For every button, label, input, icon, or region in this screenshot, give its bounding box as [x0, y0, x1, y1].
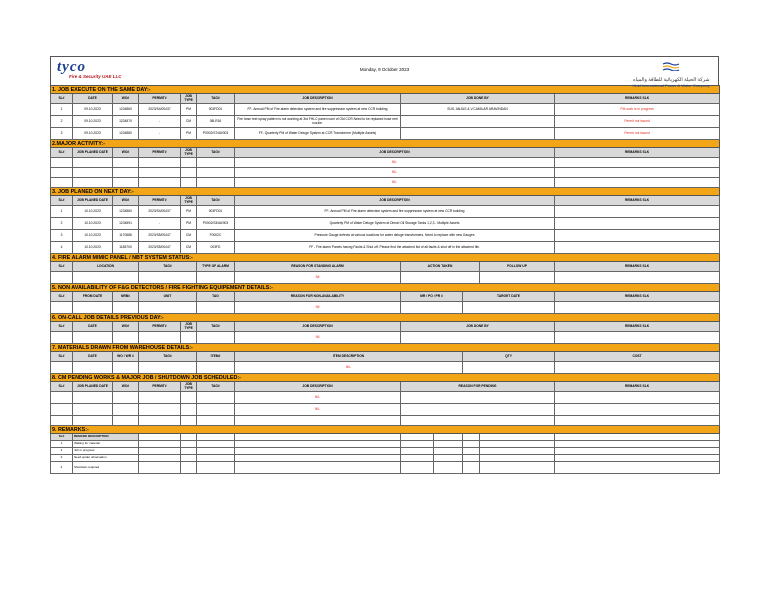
- cell: 2: [51, 448, 73, 455]
- table-row: [51, 230, 720, 242]
- col-header: JOB PLANED DATE: [73, 196, 113, 206]
- cell: P0002/S3/All/003: [197, 218, 235, 230]
- remark-row: [51, 441, 720, 448]
- cell: 10.10.2023: [73, 218, 113, 230]
- remark-row: [51, 462, 720, 474]
- col-header: REMARK DESCRIPTION: [73, 434, 139, 441]
- col-header: TAG#: [197, 196, 235, 206]
- section-3-title-row: [51, 188, 720, 196]
- section-4-title-row: [51, 254, 720, 262]
- table-row: [51, 116, 720, 128]
- col-header: WO#: [113, 148, 139, 158]
- col-header: SL#: [51, 434, 73, 441]
- col-header: TAG#: [139, 352, 197, 362]
- cell: 1234580: [113, 128, 139, 140]
- col-header: JOB DESCRIPTION: [235, 148, 555, 158]
- cell: Fire hose reel spray pattern is not working at 3rd FHLC panel room of Old CCR.Need to be replaced hose reel nozzle.: [235, 116, 401, 128]
- col-header: JOB TYPE: [181, 322, 197, 332]
- col-header: TAG#: [197, 382, 235, 392]
- section-3-header: [51, 196, 720, 206]
- col-header: ACTION TAKEN: [401, 262, 480, 272]
- nil-cell: Nil: [235, 272, 401, 284]
- col-header: JOB PLANED DATE: [73, 148, 113, 158]
- nil-cell: NIL: [235, 168, 555, 178]
- table-row: [51, 332, 720, 344]
- cell: PM: [181, 104, 197, 116]
- col-header: TAG#: [197, 322, 235, 332]
- cell: 09.10.2023: [73, 128, 113, 140]
- table-row: [51, 128, 720, 140]
- cell: 003FD01: [197, 104, 235, 116]
- remarks-header: [51, 434, 720, 441]
- col-header: MR / PO / PR #: [401, 292, 463, 302]
- cell: F0002C: [197, 230, 235, 242]
- client-logo: [633, 59, 710, 88]
- cell: 4: [51, 462, 73, 474]
- remark-cell: Permit not issued: [555, 128, 720, 140]
- section-6-title-row: [51, 314, 720, 322]
- section-2-title-row: [51, 140, 720, 148]
- cell: 1170686: [113, 230, 139, 242]
- cell: FF- Annual PM of Fire alarm detection system and fire suppression system at new CCR building: [235, 104, 401, 116]
- col-header: PERMIT#: [139, 148, 181, 158]
- section-title: 9. REMARKS:-: [51, 426, 720, 434]
- table-row: [51, 392, 720, 404]
- cell: 2023/S4/00437: [139, 206, 181, 218]
- cell: [401, 116, 555, 128]
- nil-cell: NIL: [235, 178, 555, 188]
- col-header: JOB DESCRIPTION: [235, 196, 555, 206]
- col-header: WO#: [113, 382, 139, 392]
- col-header: REMARKS SLK: [555, 262, 720, 272]
- cell: PM: [181, 206, 197, 218]
- cell: 003FD: [197, 242, 235, 254]
- section-title: 6. ON-CALL JOB DETAILS PREVIOUS DAY:-: [51, 314, 720, 322]
- cell: CM: [181, 116, 197, 128]
- section-1-header: [51, 94, 720, 104]
- col-header: TAG#: [197, 148, 235, 158]
- col-header: SL#: [51, 322, 73, 332]
- nil-cell: Nil: [235, 332, 401, 344]
- col-header: SL#: [51, 148, 73, 158]
- cell: 09.10.2023: [73, 116, 113, 128]
- cell: PM: [181, 128, 197, 140]
- cell: 3: [51, 230, 73, 242]
- col-header: ITEM#: [197, 352, 235, 362]
- nil-cell: NIL: [235, 158, 555, 168]
- section-5-title-row: [51, 284, 720, 292]
- section-2-header: [51, 148, 720, 158]
- col-header: FROM DATE: [73, 292, 113, 302]
- table-row: [51, 168, 720, 178]
- section-7-title-row: [51, 344, 720, 352]
- table-row: [51, 104, 720, 116]
- cell: PM: [181, 218, 197, 230]
- cell: CM: [181, 230, 197, 242]
- cell: FF- Quarterly PM of Water Deluge System at CCR Transformer (Multiple Assets): [235, 128, 401, 140]
- col-header: JOB PLANED DATE: [73, 382, 113, 392]
- table-row: [51, 242, 720, 254]
- table-row: [51, 362, 720, 374]
- cell: Quarterly PM of Water Deluge System at Diesel Oil Storage Tanks 1,2,3 - Multiple Assets: [235, 218, 555, 230]
- cell: 09.10.2023: [73, 104, 113, 116]
- col-header: SL#: [51, 196, 73, 206]
- cell: [401, 128, 555, 140]
- section-title: 2.MAJOR ACTIVITY:-: [51, 140, 720, 148]
- col-header: PERMIT#: [139, 382, 181, 392]
- table-row: [51, 206, 720, 218]
- col-header: REMARKS SLK: [555, 148, 720, 158]
- cell: 1234570: [113, 116, 139, 128]
- nil-cell: NIL: [235, 392, 401, 404]
- remark-cell: Permit not issued: [555, 116, 720, 128]
- col-header: JOB TYPE: [181, 148, 197, 158]
- table-row: [51, 416, 720, 426]
- col-header: PERMIT#: [139, 196, 181, 206]
- cell: -: [139, 116, 181, 128]
- brand-name: tyco: [57, 59, 86, 75]
- cell: 2: [51, 218, 73, 230]
- section-4-header: [51, 262, 720, 272]
- col-header: JOB DESCRIPTION: [235, 322, 401, 332]
- cell: FF- Annual PM of Fire alarm detection system and fire suppression system at new CCR building: [235, 206, 555, 218]
- section-8-title-row: [51, 374, 720, 382]
- section-title: 5. NON AVAILABILITY OF F&G DETECTORS / FIRE FIGHTING EQUIPEMENT DETAILS:-: [51, 284, 720, 292]
- client-name-english: Hidd International Power & Water Company: [632, 83, 710, 88]
- col-header: SL#: [51, 94, 73, 104]
- col-header: JOB DESCRIPTION: [235, 94, 401, 104]
- col-header: JOB DONE BY: [401, 322, 555, 332]
- cell: 2023/S4/00437: [139, 104, 181, 116]
- col-header: LOCATION: [73, 262, 139, 272]
- remark-cell: PM work is in progress: [555, 104, 720, 116]
- cell: 1234560: [113, 206, 139, 218]
- cell: 2: [51, 116, 73, 128]
- cell: -: [139, 218, 181, 230]
- col-header: REASON FOR STANDING ALARM: [235, 262, 401, 272]
- report-date: Monday, 9 October 2023: [359, 67, 410, 72]
- col-header: SL#: [51, 352, 73, 362]
- col-header: COST: [555, 352, 720, 362]
- nil-cell: NIL: [235, 404, 401, 416]
- table-row: [51, 302, 720, 314]
- col-header: JOB TYPE: [181, 94, 197, 104]
- col-header: REMARKS SLK: [555, 292, 720, 302]
- col-header: DATE: [73, 352, 113, 362]
- nil-cell: Nil: [235, 302, 401, 314]
- col-header: FOLLOW UP: [480, 262, 555, 272]
- cell: 1234560: [113, 104, 139, 116]
- cell: -: [139, 128, 181, 140]
- cell: [555, 242, 720, 254]
- col-header: JOB DONE BY: [401, 94, 555, 104]
- cell: SUS, ANJUS & V.CAMILAR ARAVINDAN: [401, 104, 555, 116]
- col-header: SL#: [51, 382, 73, 392]
- report-header: [50, 56, 719, 88]
- cell: 10.10.2023: [73, 230, 113, 242]
- col-header: PERMIT#: [139, 94, 181, 104]
- client-name-arabic: شركة الحيلة الكهربائية للطاقة والمياه: [633, 77, 710, 83]
- col-header: REASON FOR NON-AVAILABILITY: [235, 292, 401, 302]
- cell: P0002/S7/All/003: [197, 128, 235, 140]
- col-header: JOB TYPE: [181, 382, 197, 392]
- cell: 4: [51, 242, 73, 254]
- section-title: 7. MATERIALS DRAWN FROM WAREHOUSE DETAILS:-: [51, 344, 720, 352]
- section-title: 3. JOB PLANED ON NEXT DAY:-: [51, 188, 720, 196]
- cell: 08LR16: [197, 116, 235, 128]
- col-header: JOB DESCRIPTION: [235, 382, 401, 392]
- report-sheet: [50, 56, 719, 474]
- section-title: 1. JOB EXECUTE ON THE SAME DAY:-: [51, 86, 720, 94]
- col-header: TARGET DATE: [463, 292, 555, 302]
- col-header: WO#: [113, 322, 139, 332]
- cell: Waiting for material: [73, 441, 139, 448]
- brand-subtitle: Fire & Security UAE LLC: [69, 74, 122, 79]
- table-row: [51, 218, 720, 230]
- col-header: NRB#: [113, 292, 139, 302]
- cell: 3: [51, 128, 73, 140]
- client-wave-icon: [662, 61, 680, 71]
- cell: FF - Fire alarm Panels having Faults & Shut off. Please find the attached list of all faults & shut off in the attached file.: [235, 242, 555, 254]
- col-header: ITEM DESCRIPTION: [235, 352, 463, 362]
- col-header: REMARKS SLK: [555, 382, 720, 392]
- cell: [555, 218, 720, 230]
- col-header: WO#: [113, 196, 139, 206]
- cell: Job in progress: [73, 448, 139, 455]
- cell: 003FD01: [197, 206, 235, 218]
- cell: 10.10.2023: [73, 206, 113, 218]
- section-title: 4. FIRE ALARM MIMIC PANEL / NBT SYSTEM STATUS:-: [51, 254, 720, 262]
- section-6-header: [51, 322, 720, 332]
- section-7-header: [51, 352, 720, 362]
- col-header: SL#: [51, 292, 73, 302]
- col-header: SL#: [51, 262, 73, 272]
- cell: 1234591: [113, 218, 139, 230]
- col-header: PERMIT#: [139, 322, 181, 332]
- col-header: TAG: [197, 292, 235, 302]
- cell: 3: [51, 455, 73, 462]
- cell: Pressure Gauge defects at various locations for water deluge transformers. Need to replace with new Gauges: [235, 230, 555, 242]
- table-row: [51, 158, 720, 168]
- cell: 2023/S5/00447: [139, 230, 181, 242]
- col-header: JOB TYPE: [181, 196, 197, 206]
- nil-cell: NIL: [235, 362, 463, 374]
- col-header: WO#: [113, 94, 139, 104]
- section-8-header: [51, 382, 720, 392]
- col-header: QTY: [463, 352, 555, 362]
- col-header: REMARKS SLK: [555, 196, 720, 206]
- cell: CM: [181, 242, 197, 254]
- remark-row: [51, 455, 720, 462]
- section-9-title-row: [51, 426, 720, 434]
- section-title: 8. CM PENDING WORKS & MAJOR JOB / SHUTDOWN JOB SCHEDULED:-: [51, 374, 720, 382]
- col-header: REASON FOR PENDING: [401, 382, 555, 392]
- col-header: DATE: [73, 322, 113, 332]
- cell: Shutdown required: [73, 462, 139, 474]
- cell: 2023/S5/00447: [139, 242, 181, 254]
- col-header: WO / WR #: [113, 352, 139, 362]
- col-header: TAG#: [139, 262, 197, 272]
- cell: 1: [51, 206, 73, 218]
- table-row: [51, 272, 720, 284]
- report-table: [50, 85, 720, 474]
- cell: Need spider observation: [73, 455, 139, 462]
- cell: 1185700: [113, 242, 139, 254]
- col-header: DATE: [73, 94, 113, 104]
- remark-row: [51, 448, 720, 455]
- col-header: TYPE OF ALARM: [197, 262, 235, 272]
- cell: 10.10.2023: [73, 242, 113, 254]
- col-header: REMARKS SLK: [555, 94, 720, 104]
- cell: 1: [51, 441, 73, 448]
- col-header: TAG#: [197, 94, 235, 104]
- col-header: UNIT: [139, 292, 197, 302]
- cell: [555, 206, 720, 218]
- section-1-title-row: [51, 86, 720, 94]
- cell: [555, 230, 720, 242]
- table-row: [51, 178, 720, 188]
- section-5-header: [51, 292, 720, 302]
- col-header: REMARKS SLK: [555, 322, 720, 332]
- cell: 1: [51, 104, 73, 116]
- table-row: [51, 404, 720, 416]
